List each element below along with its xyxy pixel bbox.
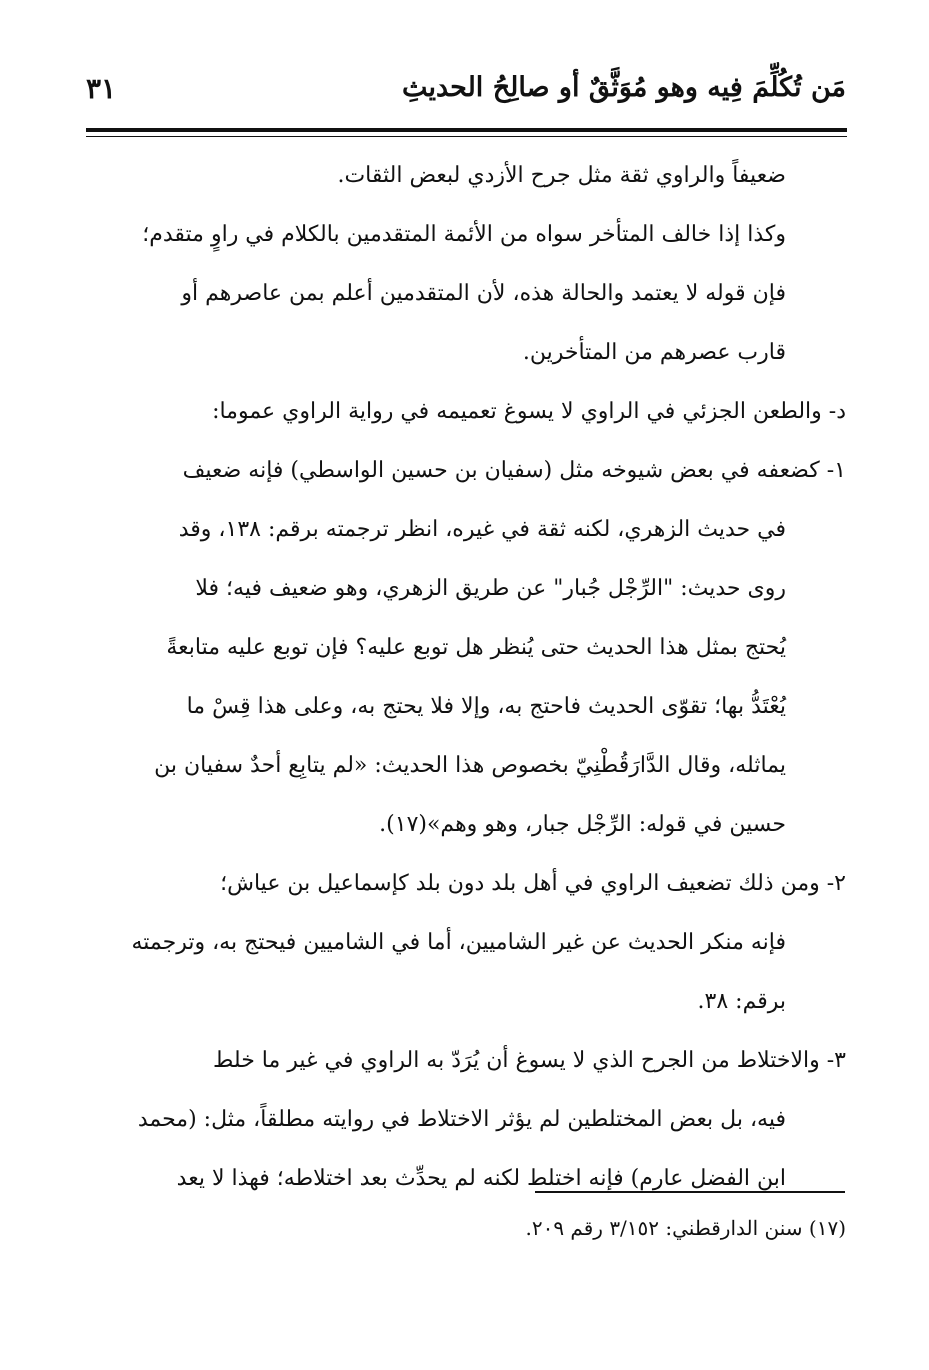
header-rule-thick — [86, 128, 847, 132]
text-line: ١- كضعفه في بعض شيوخه مثل (سفيان بن حسين الواسطي) فإنه ضعيف — [182, 458, 846, 483]
text-line: فيه، بل بعض المختلطين لم يؤثر الاختلاط في روايته مطلقاً، مثل: (محمد — [137, 1107, 786, 1132]
text-line: يُحتج بمثل هذا الحديث حتى يُنظر هل توبع عليه؟ فإن توبع عليه متابعةً — [166, 635, 786, 660]
text-line: حسين في قوله: الرِّجْل جبار، وهو وهم»(١٧). — [379, 812, 786, 837]
running-title: مَن تُكُلِّمَ فِيه وهو مُوَثَّقٌ أو صالِحُ الحديثِ — [401, 72, 846, 103]
text-line: في حديث الزهري، لكنه ثقة في غيره، انظر ترجمته برقم: ١٣٨، وقد — [178, 517, 786, 542]
text-line: ٢- ومن ذلك تضعيف الراوي في أهل بلد دون بلد كإسماعيل بن عياش؛ — [220, 871, 846, 896]
page-header — [86, 66, 846, 120]
page-number: ٣١ — [86, 72, 117, 105]
footnote: (١٧) سنن الدارقطني: ٣/١٥٢ رقم ٢٠٩. — [525, 1216, 846, 1240]
text-line: يُعْتَدُّ بها؛ تقوّى الحديث فاحتج به، وإلا فلا يحتج به، وعلى هذا قِسْ ما — [186, 694, 786, 719]
text-line: فإن قوله لا يعتمد والحالة هذه، لأن المتقدمين أعلم بمن عاصرهم أو — [181, 281, 786, 306]
text-line: وكذا إذا خالف المتأخر سواه من الأئمة المتقدمين بالكلام في راوٍ متقدم؛ — [142, 222, 786, 247]
text-line: ٣- والاختلاط من الجرح الذي لا يسوغ أن يُرَدّ به الراوي في غير ما خلط — [213, 1048, 846, 1073]
text-line: روى حديث: "الرِّجْل جُبار" عن طريق الزهري، وهو ضعيف فيه؛ فلا — [195, 576, 786, 601]
text-line: ابن الفضل عارم) فإنه اختلط لكنه لم يحدِّث بعد اختلاطه؛ فهذا لا يعد — [176, 1166, 786, 1191]
text-line: د- والطعن الجزئي في الراوي لا يسوغ تعميمه في رواية الراوي عموما: — [212, 399, 846, 424]
text-line: برقم: ٣٨. — [697, 989, 786, 1014]
text-line: ضعيفاً والراوي ثقة مثل جرح الأزدي لبعض الثقات. — [337, 163, 786, 188]
text-line: فإنه منكر الحديث عن غير الشاميين، أما في الشاميين فيحتج به، وترجمته — [131, 930, 786, 955]
text-line: قارب عصرهم من المتأخرين. — [522, 340, 786, 365]
header-rule-thin — [86, 136, 847, 137]
footnote-rule — [535, 1191, 845, 1193]
text-line: يماثله، وقال الدَّارَقُطْنِيّ بخصوص هذا الحديث: «لم يتابِع أحدٌ سفيان بن — [154, 753, 786, 778]
body-text — [86, 146, 846, 1208]
